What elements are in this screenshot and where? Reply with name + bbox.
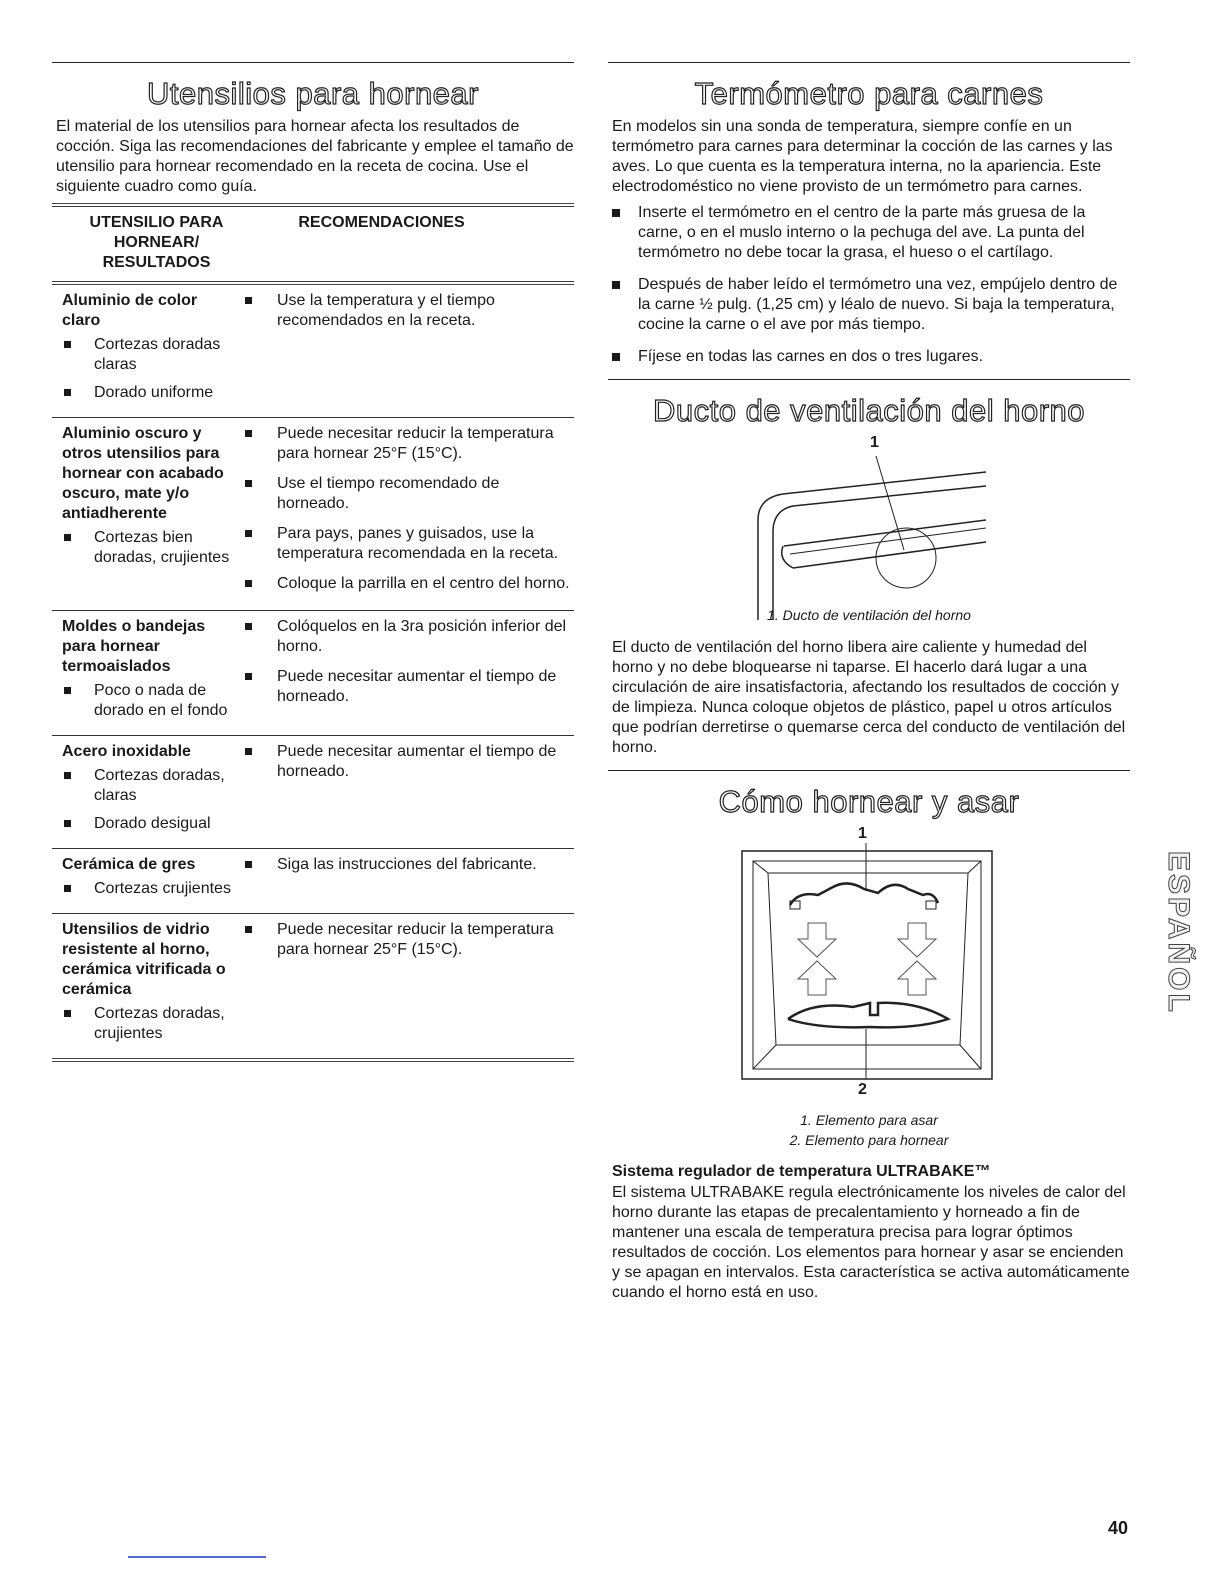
vent-caption: 1. Ducto de ventilación del horno xyxy=(767,607,971,624)
list-item: Inserte el termómetro en el centro de la parte más gruesa de la carne, o en el muslo interno o la pechuga del ave. La punta del termómetro no debe tocar la grasa, el hueso o el cartílago. xyxy=(608,203,1130,263)
thermometer-intro: En modelos sin una sonda de temperatura, siempre confíe en un termómetro para carnes para determinar la cocción de las carnes y las aves. Lo que cuenta es la temperatura interna, no la apariencia. Este electrodoméstico no viene provisto de un termómetro para carnes. xyxy=(612,118,1113,196)
bakeware-name: Acero inoxidable xyxy=(62,743,191,761)
left-column xyxy=(52,62,574,1062)
side-tab-label: ESPAÑOL xyxy=(1162,851,1195,1015)
table-row xyxy=(52,849,574,914)
table-row xyxy=(52,914,574,1062)
broil-caption: 1. Elemento para asar xyxy=(800,1112,938,1129)
recommendation-item: Colóquelos en la 3ra posición inferior del horno. xyxy=(245,617,574,657)
thermometer-title: Termómetro para carnes xyxy=(694,76,1044,111)
bakeware-title: Utensilios para hornear xyxy=(146,76,479,111)
language-side-tab xyxy=(1156,808,1200,1058)
oven-cavity-illustration xyxy=(608,843,1130,1113)
table-row xyxy=(52,736,574,849)
vent-description: El ducto de ventilación del horno libera aire caliente y humedad del horno y no debe bloquearse ni taparse. El hacerlo dará lugar a una circulación de aire insatisfactoria, afectando los resultados de cocción y de limpieza. Nunca coloque objetos de plástico, papel u otros artículos que podrían derretirse o quemarse cerca del conducto de ventilación del horno. xyxy=(612,639,1126,757)
bakeware-name: Aluminio oscuro y otros utensilios para hornear con acabado oscuro, mate y/o antiadherente xyxy=(62,425,224,523)
oven-vent-illustration xyxy=(608,450,1130,620)
list-item: Después de haber leído el termómetro una vez, empújelo dentro de la carne ½ pulg. (1,25 cm) y léalo de nuevo. Si baja la temperatura, cocine la carne o el ave por más tiempo. xyxy=(608,275,1130,335)
top-rule xyxy=(52,62,574,63)
bake-caption: 2. Elemento para hornear xyxy=(789,1132,949,1149)
recommendation-item: Siga las instrucciones del fabricante. xyxy=(245,855,574,875)
section-rule xyxy=(608,770,1130,771)
table-row xyxy=(52,418,574,611)
page-number: 40 xyxy=(1108,1518,1129,1538)
recommendation-item: Puede necesitar reducir la temperatura para hornear 25°F (15°C). xyxy=(245,424,574,464)
vent-figure xyxy=(608,434,1130,624)
bake-figure xyxy=(608,825,1130,1149)
recommendation-item: Coloque la parrilla en el centro del horno. xyxy=(245,574,574,594)
section-rule xyxy=(608,379,1130,380)
bakeware-name: Cerámica de gres xyxy=(62,856,196,874)
result-item: Poco o nada de dorado en el fondo xyxy=(62,681,237,721)
recommendation-item: Use el tiempo recomendado de horneado. xyxy=(245,474,574,514)
bakeware-name: Utensilios de vidrio resistente al horno, cerámica vitrificada o cerámica xyxy=(62,921,226,999)
ultrabake-description: El sistema ULTRABAKE regula electrónicamente los niveles de calor del horno durante las etapas de precalentamiento y horneado a fin de mantener una escala de temperatura precisa para lograr óptimos resultados de cocción. Los elementos para hornear y asar se encienden y se apagan en intervalos. Esta característica se activa automáticamente cuando el horno está en uso. xyxy=(612,1184,1130,1302)
recommendation-item: Puede necesitar aumentar el tiempo de horneado. xyxy=(245,742,574,782)
result-item: Dorado desigual xyxy=(62,814,237,834)
result-item: Cortezas bien doradas, crujientes xyxy=(62,528,237,568)
bakeware-name: Moldes o bandejas para hornear termoaislados xyxy=(62,618,206,676)
vent-callout: 1 xyxy=(870,434,879,452)
list-item: Fíjese en todas las carnes en dos o tres lugares. xyxy=(608,347,1130,367)
header-bakeware: UTENSILIO PARA HORNEAR/ RESULTADOS xyxy=(89,214,224,272)
vent-title: Ducto de ventilación del horno xyxy=(652,393,1086,429)
top-rule xyxy=(608,62,1130,63)
result-item: Dorado uniforme xyxy=(62,383,237,403)
footer-underline xyxy=(128,1556,266,1558)
broil-callout: 1 xyxy=(858,825,867,843)
result-item: Cortezas doradas claras xyxy=(62,335,237,375)
header-recommendations: RECOMENDACIONES xyxy=(298,214,465,232)
table-header xyxy=(52,203,574,285)
recommendation-item: Use la temperatura y el tiempo recomendados en la receta. xyxy=(245,291,574,331)
bake-broil-title: Cómo hornear y asar xyxy=(718,784,1020,820)
bakeware-name: Aluminio de color claro xyxy=(62,292,198,330)
ultrabake-heading: Sistema regulador de temperatura ULTRABAKE™ xyxy=(612,1163,991,1181)
right-column xyxy=(608,62,1130,1307)
bakeware-intro: El material de los utensilios para hornear afecta los resultados de cocción. Siga las recomendaciones del fabricante y emplee el tamaño de utensilio para hornear recomendado en la receta de cocina. Use el siguiente cuadro como guía. xyxy=(56,118,574,196)
recommendation-item: Puede necesitar aumentar el tiempo de horneado. xyxy=(245,667,574,707)
result-item: Cortezas doradas, claras xyxy=(62,766,237,806)
bake-callout: 2 xyxy=(858,1081,867,1099)
recommendation-item: Para pays, panes y guisados, use la temperatura recomendada en la receta. xyxy=(245,524,574,564)
table-row xyxy=(52,611,574,736)
recommendation-item: Puede necesitar reducir la temperatura para hornear 25°F (15°C). xyxy=(245,920,574,960)
result-item: Cortezas doradas, crujientes xyxy=(62,1004,237,1044)
thermometer-bullets xyxy=(608,203,1130,367)
table-row xyxy=(52,285,574,418)
result-item: Cortezas crujientes xyxy=(62,879,237,899)
